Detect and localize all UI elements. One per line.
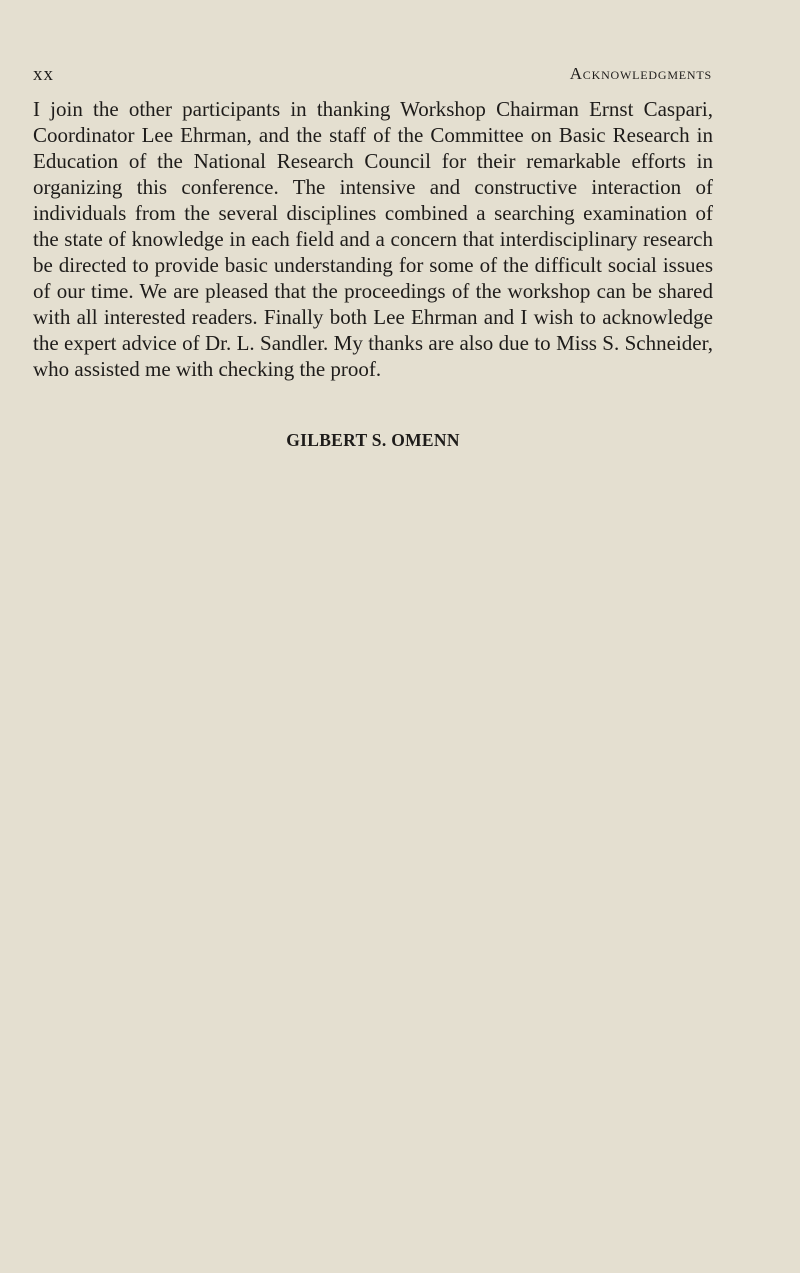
page-number: xx xyxy=(33,64,54,85)
acknowledgment-paragraph: I join the other participants in thanking Workshop Chairman Ernst Caspari, Coordinator Lee Ehrman, and the staff of the Committee on Basic Research in Education of the National Research Council for their remarkable efforts in organizing this conference. The intensive and constructive interaction of individuals from the several disciplines combined a searching examination of the state of knowledge in each field and a concern that interdisciplinary research be directed to provide basic understanding for some of the difficult social issues of our time. We are pleased that the proceedings of the workshop can be shared with all interested readers. Finally both Lee Ehrman and I wish to acknowledge the expert advice of Dr. L. Sandler. My thanks are also due to Miss S. Schneider, who assisted me with checking the proof. xyxy=(33,97,713,381)
section-title: Acknowledgments xyxy=(569,64,712,83)
running-head xyxy=(33,64,712,90)
signature-name: GILBERT S. OMENN xyxy=(286,430,460,450)
